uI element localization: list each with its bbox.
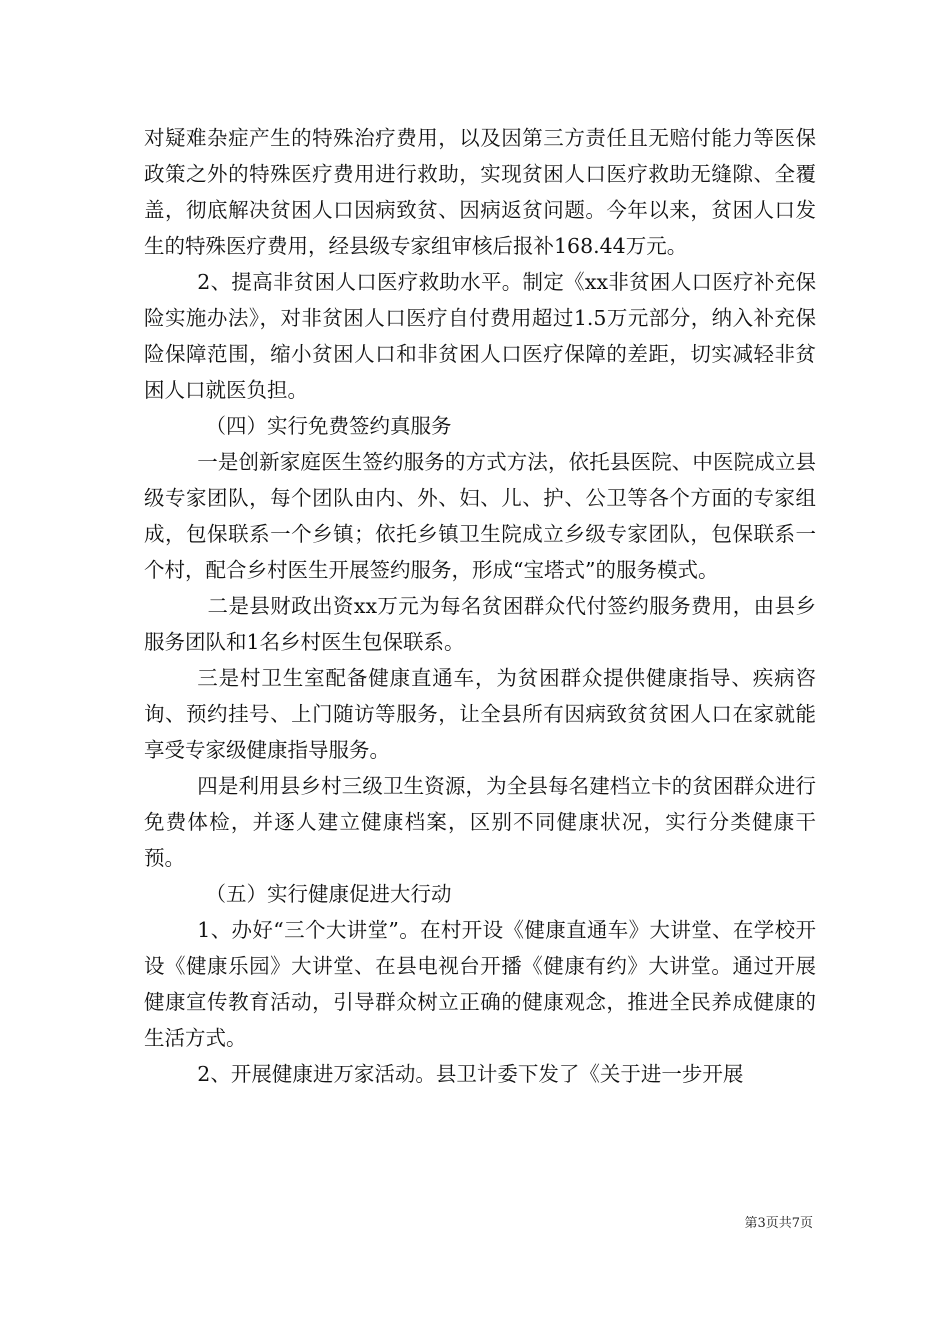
document-body (144, 120, 816, 1092)
section-heading-4: （四）实行免费签约真服务 (205, 414, 452, 438)
paragraph-family-doctor: 一是创新家庭医生签约服务的方式方法，依托县医院、中医院成立县级专家团队，每个团队由内、外、妇、儿、护、公卫等各个方面的专家组成，包保联系一个乡镇；依托乡镇卫生院成立乡级专家团队，包保联系一个村，配合乡村医生开展签约服务，形成“宝塔式”的服务模式。 (144, 450, 816, 582)
paragraph-county-funding: 二是县财政出资xx万元为每名贫困群众代付签约服务费用，由县乡服务团队和1名乡村医生包保联系。 (144, 594, 816, 654)
page-number: 第3页共7页 (744, 1216, 813, 1231)
paragraph-free-checkup: 四是利用县乡村三级卫生资源，为全县每名建档立卡的贫困群众进行免费体检，并逐人建立健康档案，区别不同健康状况，实行分类健康干预。 (144, 774, 816, 870)
paragraph-continuation: 对疑难杂症产生的特殊治疗费用，以及因第三方责任且无赔付能力等医保政策之外的特殊医疗费用进行救助，实现贫困人口医疗救助无缝隙、全覆盖，彻底解决贫困人口因病致贫、因病返贫问题。今年以来，贫困人口发生的特殊医疗费用，经县级专家组审核后报补168.44万元。 (144, 126, 816, 258)
paragraph-lecture-halls: 1、办好“三个大讲堂”。在村开设《健康直通车》大讲堂、在学校开设《健康乐园》大讲堂、在县电视台开播《健康有约》大讲堂。通过开展健康宣传教育活动，引导群众树立正确的健康观念，推进全民养成健康的生活方式。 (144, 918, 816, 1050)
paragraph-nonpoor-relief: 2、提高非贫困人口医疗救助水平。制定《xx非贫困人口医疗补充保险实施办法》，对非贫困人口医疗自付费用超过1.5万元部分，纳入补充保险保障范围，缩小贫困人口和非贫困人口医疗保障的差距，切实减轻非贫困人口就医负担。 (144, 270, 816, 402)
paragraph-health-campaign: 2、开展健康进万家活动。县卫计委下发了《关于进一步开展 (197, 1062, 744, 1086)
paragraph-health-vehicle: 三是村卫生室配备健康直通车，为贫困群众提供健康指导、疾病咨询、预约挂号、上门随访等服务，让全县所有因病致贫贫困人口在家就能享受专家级健康指导服务。 (144, 666, 816, 762)
section-heading-5: （五）实行健康促进大行动 (205, 882, 452, 906)
